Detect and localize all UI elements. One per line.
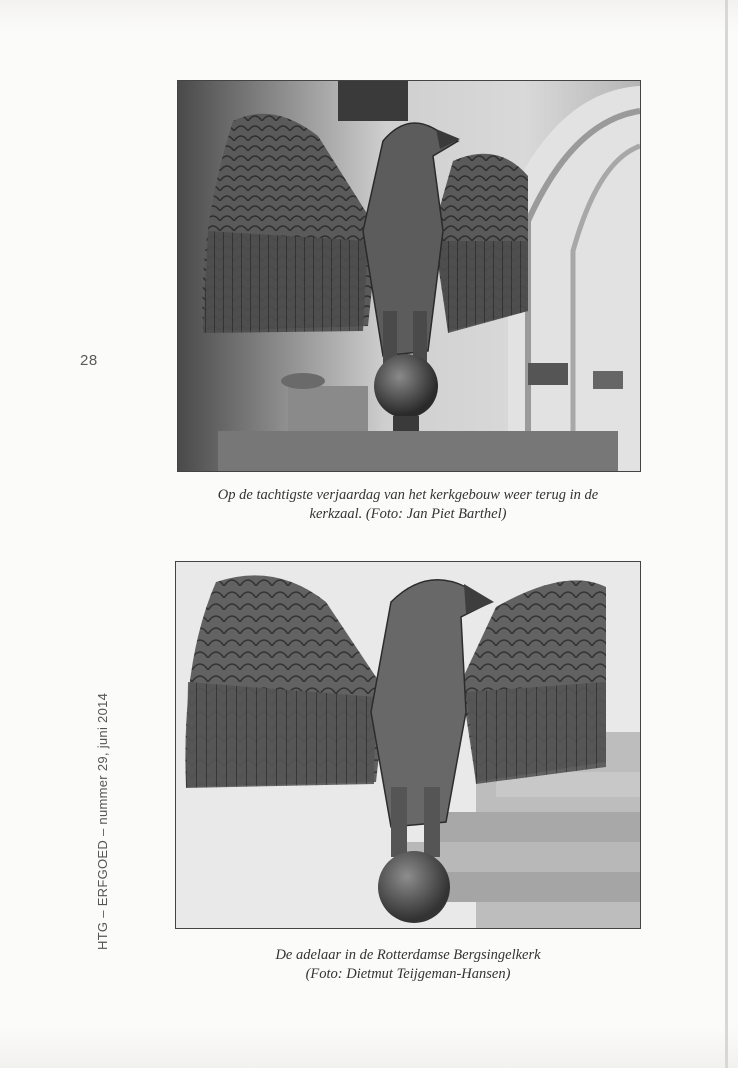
caption-photo-1 (158, 486, 658, 524)
page-edge (725, 0, 728, 1068)
running-head-vertical: HTG – ERFGOED – nummer 29, juni 2014 (95, 692, 110, 950)
photo-eagle-church-hall (177, 80, 641, 472)
caption-photo-1-line1: Op de tachtigste verjaardag van het kerkgebouw weer terug in de (217, 487, 599, 503)
caption-photo-2 (158, 946, 658, 984)
eagle-photo-1-image (178, 81, 640, 471)
photo-eagle-staircase (175, 561, 641, 929)
caption-photo-2-line1: De adelaar in de Rotterdamse Bergsingelkerk (275, 947, 541, 963)
caption-photo-2-line2: (Foto: Dietmut Teijgeman-Hansen) (305, 966, 511, 982)
eagle-photo-2-image (176, 562, 640, 928)
page-number: 28 (80, 352, 98, 369)
caption-photo-1-line2: kerkzaal. (Foto: Jan Piet Barthel) (309, 506, 507, 522)
